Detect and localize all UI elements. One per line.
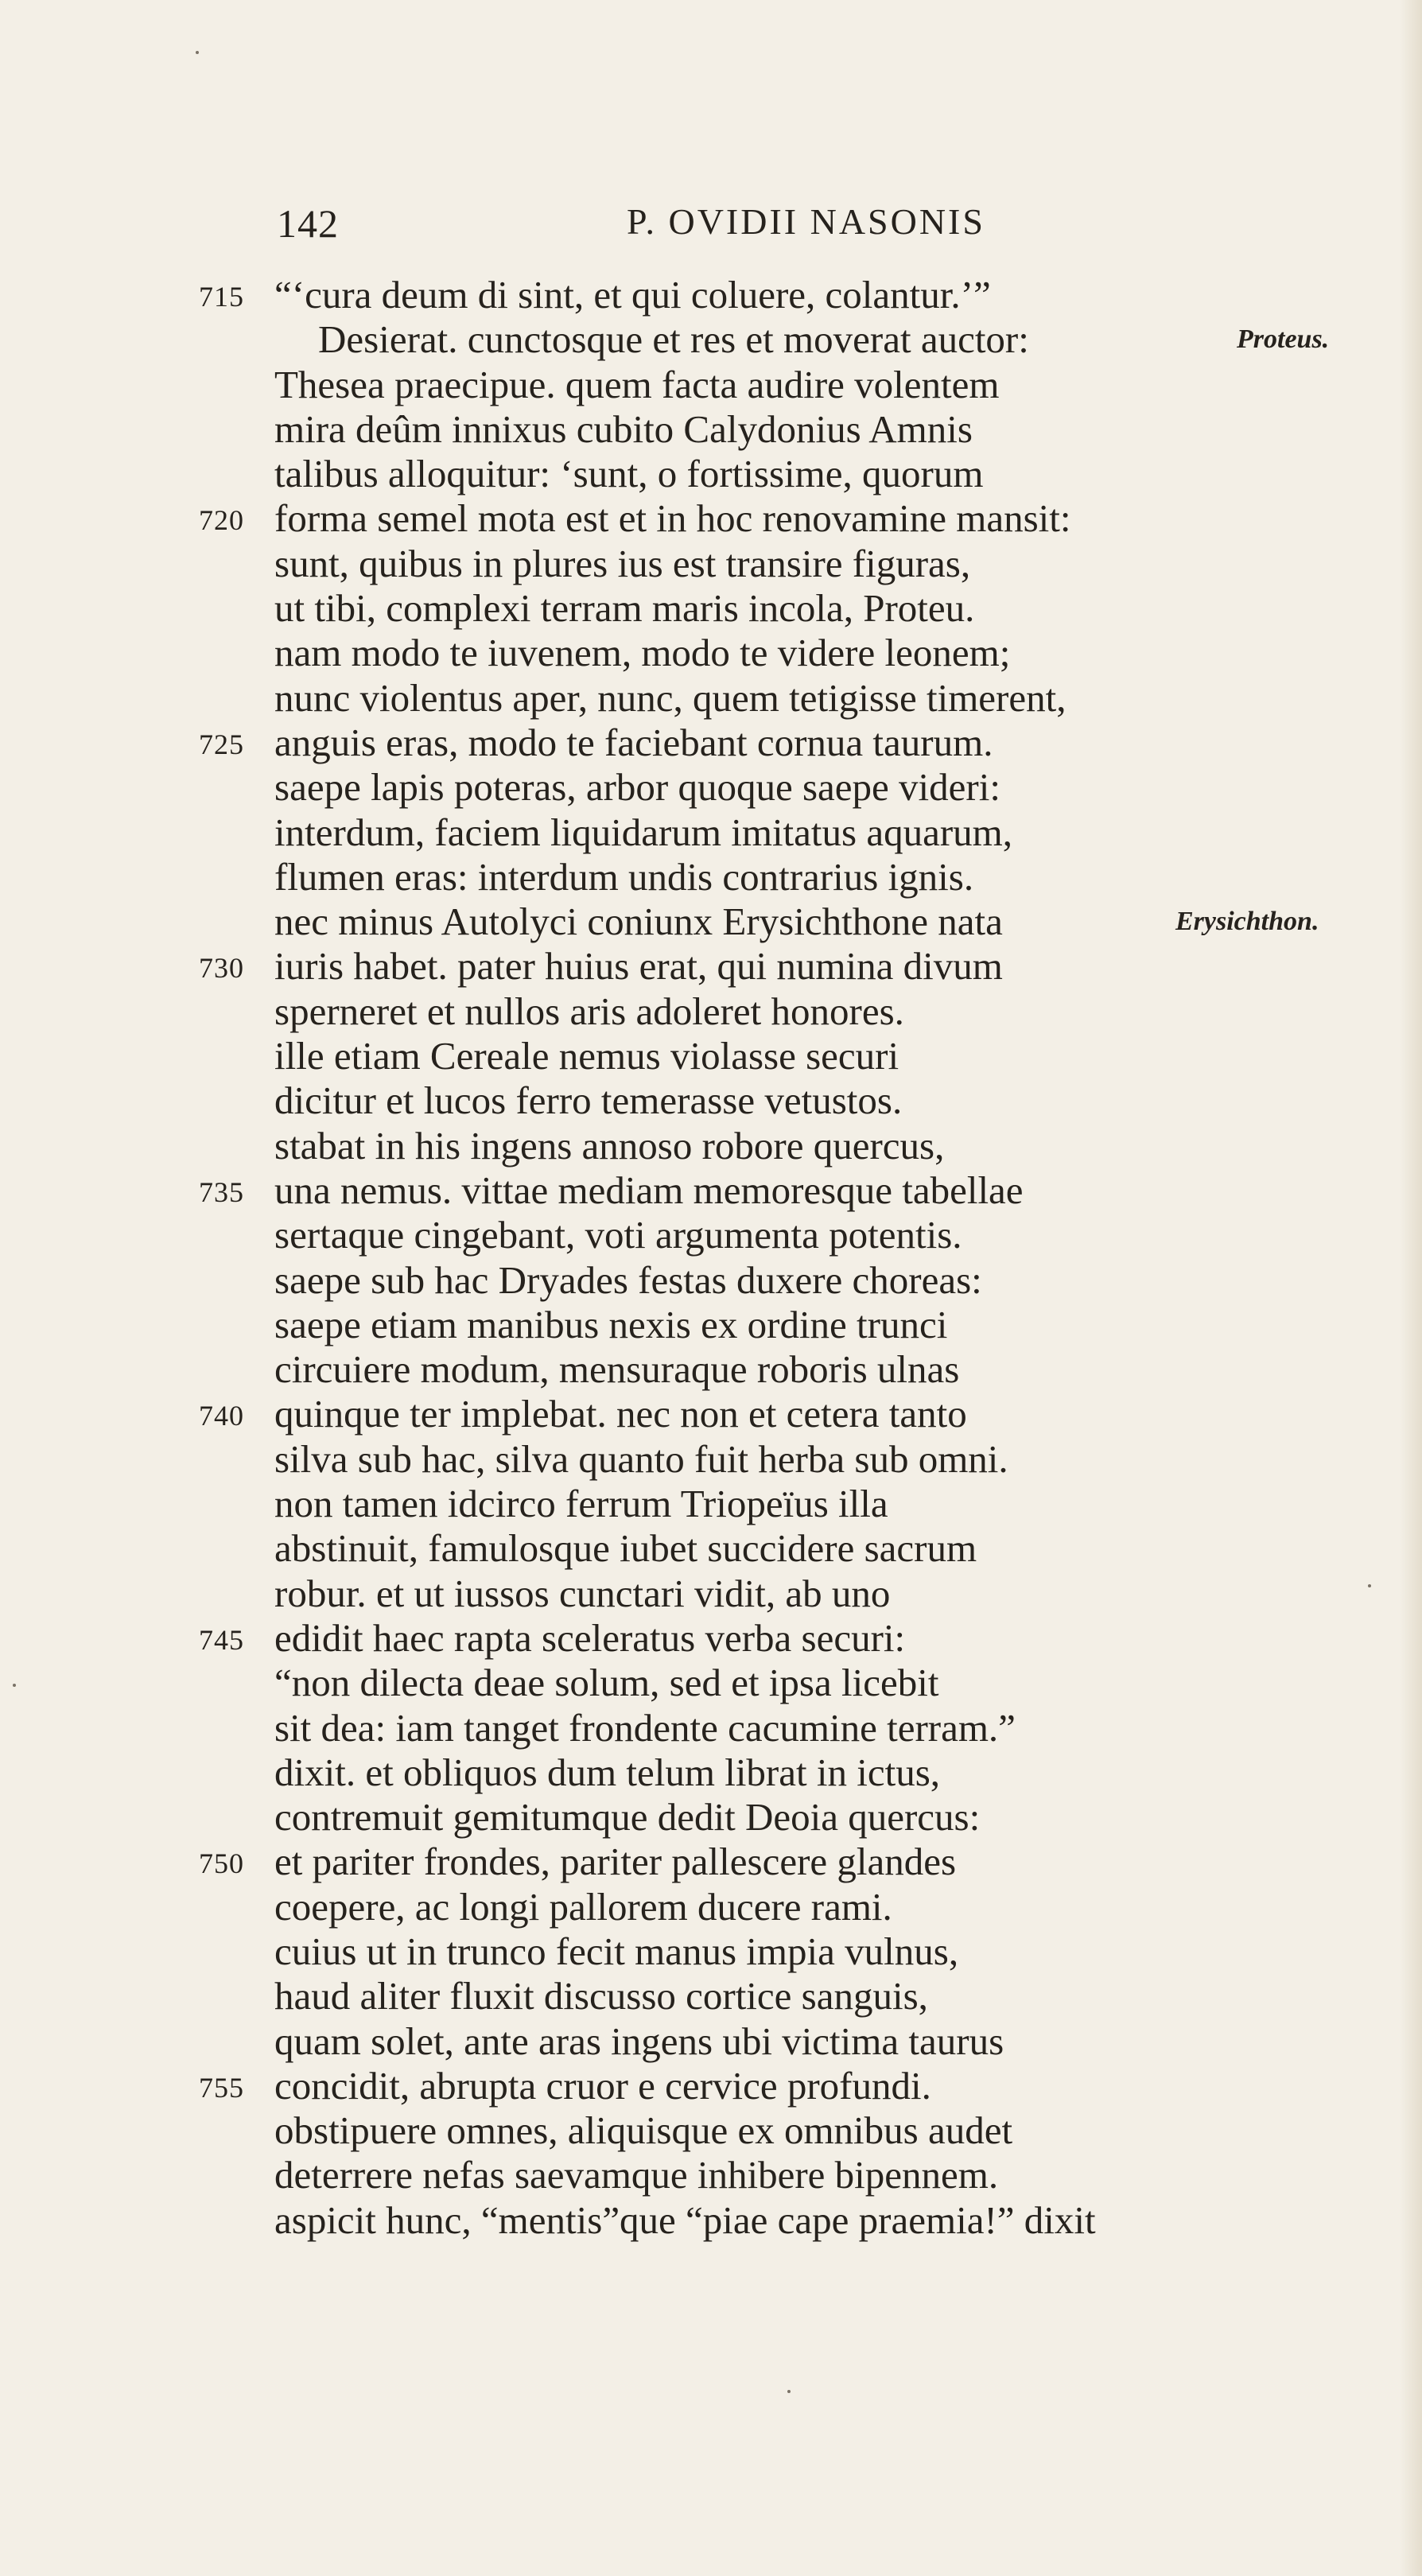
verse-line bbox=[0, 1661, 1422, 1705]
line-number: 715 bbox=[199, 281, 244, 313]
verse-line bbox=[0, 1840, 1422, 1884]
verse-line bbox=[0, 1347, 1422, 1392]
verse-line bbox=[0, 1258, 1422, 1303]
verse-text: sunt, quibus in plures ius est transire figuras, bbox=[274, 541, 971, 585]
paper-speck bbox=[1368, 1584, 1371, 1587]
verse-text: quinque ter implebat. nec non et cetera tanto bbox=[274, 1392, 967, 1436]
verse-line bbox=[0, 1168, 1422, 1213]
paper-speck bbox=[13, 1684, 16, 1687]
page-number: 142 bbox=[277, 201, 339, 246]
verse-text: nunc violentus aper, nunc, quem tetigisse timerent, bbox=[274, 675, 1066, 720]
verse-line bbox=[0, 407, 1422, 452]
verse-line bbox=[0, 1392, 1422, 1436]
paper-speck bbox=[787, 2390, 791, 2393]
verse-text: interdum, faciem liquidarum imitatus aquarum, bbox=[274, 810, 1013, 854]
verse-line bbox=[0, 363, 1422, 407]
verse-line bbox=[0, 1795, 1422, 1840]
verse-line bbox=[0, 1213, 1422, 1257]
page-header bbox=[0, 200, 1422, 256]
verse-line bbox=[0, 1078, 1422, 1123]
verse-line bbox=[0, 631, 1422, 675]
verse-line bbox=[0, 2108, 1422, 2153]
verse-line bbox=[0, 1885, 1422, 1929]
verse-line bbox=[0, 1437, 1422, 1482]
verse-line bbox=[0, 1034, 1422, 1078]
verse-text: “‘cura deum di sint, et qui coluere, colantur.’” bbox=[274, 273, 991, 317]
verse-text-block bbox=[0, 273, 1422, 2243]
verse-line bbox=[0, 1572, 1422, 1616]
verse-text: flumen eras: interdum undis contrarius ignis. bbox=[274, 854, 974, 899]
verse-line bbox=[0, 989, 1422, 1034]
verse-line bbox=[0, 496, 1422, 541]
verse-line bbox=[0, 1750, 1422, 1795]
verse-text: coepere, ac longi pallorem ducere rami. bbox=[274, 1884, 892, 1929]
verse-text: una nemus. vittae mediam memoresque tabellae bbox=[274, 1168, 1024, 1212]
verse-line bbox=[0, 855, 1422, 899]
verse-line bbox=[0, 317, 1422, 362]
verse-text: dixit. et obliquos dum telum librat in ictus, bbox=[274, 1750, 941, 1794]
verse-line bbox=[0, 2198, 1422, 2243]
verse-line bbox=[0, 676, 1422, 721]
verse-text: haud aliter fluxit discusso cortice sanguis, bbox=[274, 1974, 928, 2018]
verse-line bbox=[0, 765, 1422, 810]
verse-text: ille etiam Cereale nemus violasse securi bbox=[274, 1034, 899, 1078]
verse-text: anguis eras, modo te faciebant cornua taurum. bbox=[274, 720, 993, 764]
verse-text: et pariter frondes, pariter pallescere glandes bbox=[274, 1840, 957, 1884]
verse-text: non tamen idcirco ferrum Triopeïus illa bbox=[274, 1482, 888, 1526]
verse-text: talibus alloquitur: ‘sunt, o fortissime, quorum bbox=[274, 452, 984, 496]
verse-text: sit dea: iam tanget frondente cacumine terram.” bbox=[274, 1705, 1016, 1750]
verse-text: mira deûm innixus cubito Calydonius Amnis bbox=[274, 406, 973, 451]
verse-text: saepe lapis poteras, arbor quoque saepe videri: bbox=[274, 765, 1000, 810]
verse-text: saepe etiam manibus nexis ex ordine trunci bbox=[274, 1302, 948, 1346]
verse-text: deterrere nefas saevamque inhibere bipennem. bbox=[274, 2153, 999, 2197]
line-number: 725 bbox=[199, 728, 244, 760]
verse-text: edidit haec rapta sceleratus verba securi: bbox=[274, 1615, 906, 1660]
verse-text: nam modo te iuvenem, modo te videre leonem; bbox=[274, 631, 1011, 675]
verse-line bbox=[0, 1974, 1422, 2018]
verse-line bbox=[0, 721, 1422, 765]
line-number: 730 bbox=[199, 952, 244, 985]
verse-line bbox=[0, 586, 1422, 631]
verse-text: robur. et ut iussos cunctari vidit, ab uno bbox=[274, 1571, 891, 1615]
paper-speck bbox=[196, 51, 199, 54]
verse-text: Thesea praecipue. quem facta audire volentem bbox=[274, 362, 1000, 406]
verse-text: iuris habet. pater huius erat, qui numina divum bbox=[274, 944, 1003, 989]
verse-line bbox=[0, 2019, 1422, 2064]
marginal-note: Proteus. bbox=[1237, 324, 1330, 355]
verse-line bbox=[0, 2064, 1422, 2108]
verse-line bbox=[0, 1929, 1422, 1974]
verse-line bbox=[0, 899, 1422, 944]
verse-text: Desierat. cunctosque et res et moverat auctor: bbox=[318, 317, 1029, 362]
verse-text: quam solet, ante aras ingens ubi victima taurus bbox=[274, 2018, 1004, 2063]
line-number: 755 bbox=[199, 2071, 244, 2104]
verse-text: cuius ut in trunco fecit manus impia vulnus, bbox=[274, 1929, 959, 1973]
verse-line bbox=[0, 1526, 1422, 1571]
verse-text: concidit, abrupta cruor e cervice profundi. bbox=[274, 2063, 931, 2108]
verse-line bbox=[0, 452, 1422, 496]
line-number: 735 bbox=[199, 1175, 244, 1208]
line-number: 745 bbox=[199, 1623, 244, 1656]
verse-line bbox=[0, 2153, 1422, 2197]
verse-line bbox=[0, 1482, 1422, 1526]
verse-text: nec minus Autolyci coniunx Erysichthone nata bbox=[274, 899, 1003, 944]
verse-text: saepe sub hac Dryades festas duxere choreas: bbox=[274, 1257, 982, 1302]
verse-text: forma semel mota est et in hoc renovamine mansit: bbox=[274, 496, 1071, 541]
marginal-note: Erysichthon. bbox=[1175, 907, 1319, 937]
verse-line bbox=[0, 1124, 1422, 1168]
line-number: 740 bbox=[199, 1400, 244, 1432]
verse-text: aspicit hunc, “mentis”que “piae cape praemia!” dixit bbox=[274, 2197, 1096, 2242]
verse-line bbox=[0, 542, 1422, 586]
verse-text: sertaque cingebant, voti argumenta potentis. bbox=[274, 1213, 962, 1257]
line-number: 720 bbox=[199, 504, 244, 537]
verse-line bbox=[0, 273, 1422, 317]
verse-line bbox=[0, 1303, 1422, 1347]
verse-line bbox=[0, 1616, 1422, 1661]
running-head: P. OVIDII NASONIS bbox=[627, 201, 985, 242]
verse-line bbox=[0, 1706, 1422, 1750]
verse-text: “non dilecta deae solum, sed et ipsa licebit bbox=[274, 1661, 939, 1705]
verse-text: obstipuere omnes, aliquisque ex omnibus audet bbox=[274, 2108, 1013, 2153]
verse-line bbox=[0, 944, 1422, 989]
verse-text: contremuit gemitumque dedit Deoia quercus: bbox=[274, 1795, 981, 1840]
line-number: 750 bbox=[199, 1847, 244, 1880]
verse-text: abstinuit, famulosque iubet succidere sacrum bbox=[274, 1526, 977, 1571]
verse-text: stabat in his ingens annoso robore quercus, bbox=[274, 1123, 945, 1168]
verse-text: silva sub hac, silva quanto fuit herba sub omni. bbox=[274, 1436, 1008, 1481]
verse-text: circuiere modum, mensuraque roboris ulnas bbox=[274, 1347, 960, 1392]
verse-text: sperneret et nullos aris adoleret honores. bbox=[274, 989, 904, 1033]
verse-line bbox=[0, 810, 1422, 855]
verse-text: ut tibi, complexi terram maris incola, Proteu. bbox=[274, 586, 975, 631]
verse-text: dicitur et lucos ferro temerasse vetustos. bbox=[274, 1078, 903, 1123]
